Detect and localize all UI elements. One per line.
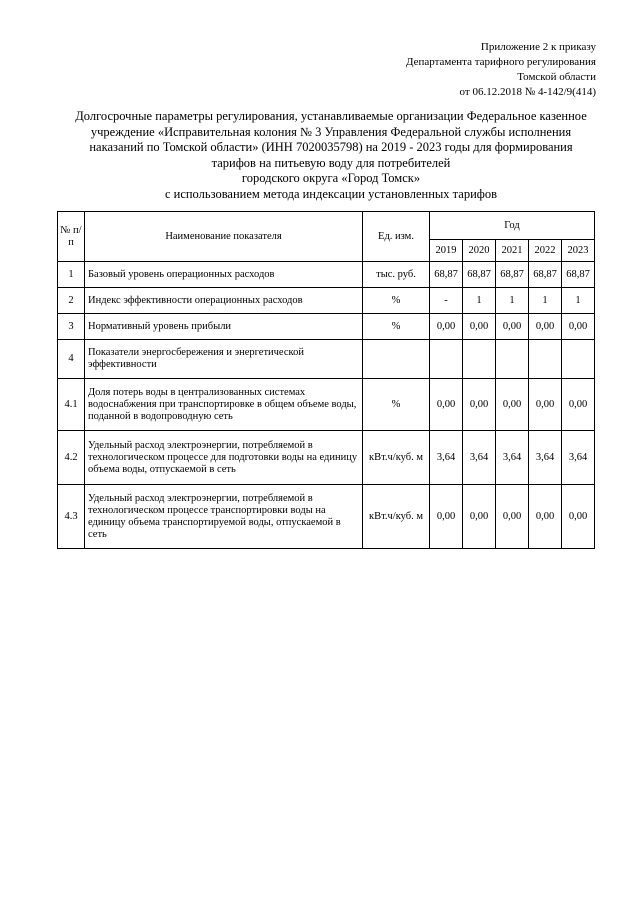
row-value: 0,00 (529, 379, 562, 431)
title-line: Долгосрочные параметры регулирования, устанавливаемые организации Федеральное казенное (75, 109, 587, 123)
row-number: 4.1 (58, 379, 85, 431)
row-value: 68,87 (430, 262, 463, 288)
header-unit: Ед. изм. (363, 212, 430, 262)
row-value: 68,87 (496, 262, 529, 288)
year-header: 2019 (430, 240, 463, 262)
table-row (58, 379, 595, 431)
parameters-table (57, 211, 595, 549)
title-line: с использованием метода индексации установленных тарифов (164, 186, 498, 201)
row-value: 0,00 (529, 314, 562, 340)
row-name: Удельный расход электроэнергии, потребляемой в технологическом процессе для подготовки воды на единицу объема воды, отпускаемой в сеть (85, 431, 363, 485)
row-value: 0,00 (496, 485, 529, 549)
table-row (58, 485, 595, 549)
appendix-line: Приложение 2 к приказу (480, 41, 596, 53)
year-header: 2021 (496, 240, 529, 262)
row-value (562, 340, 595, 379)
year-header: 2023 (562, 240, 595, 262)
row-value: 3,64 (430, 431, 463, 485)
table-row (58, 288, 595, 314)
row-value: 68,87 (463, 262, 496, 288)
row-name: Нормативный уровень прибыли (85, 314, 363, 340)
row-unit: % (363, 288, 430, 314)
row-number: 4.2 (58, 431, 85, 485)
row-unit: кВт.ч/куб. м (363, 431, 430, 485)
row-number: 4.3 (58, 485, 85, 549)
title-line: учреждение «Исправительная колония № 3 Управления Федеральной службы исполнения (90, 124, 572, 139)
row-unit: % (363, 314, 430, 340)
row-value: 0,00 (562, 379, 595, 431)
row-value: 0,00 (562, 485, 595, 549)
row-value: 0,00 (529, 485, 562, 549)
row-value: 68,87 (529, 262, 562, 288)
row-value (463, 340, 496, 379)
row-name: Показатели энергосбережения и энергетической эффективности (85, 340, 363, 379)
row-name: Индекс эффективности операционных расходов (85, 288, 363, 314)
row-value: 3,64 (496, 431, 529, 485)
header-name: Наименование показателя (85, 212, 363, 262)
row-value: 0,00 (430, 314, 463, 340)
table-row (58, 431, 595, 485)
title-line: тарифов на питьевую воду для потребителей (211, 155, 451, 170)
row-name: Доля потерь воды в централизованных системах водоснабжения при транспортировке в общем объеме воды, поданной в водопроводную сеть (85, 379, 363, 431)
row-unit: % (363, 379, 430, 431)
row-value: 68,87 (562, 262, 595, 288)
row-value (430, 340, 463, 379)
row-name: Базовый уровень операционных расходов (85, 262, 363, 288)
row-value: 0,00 (496, 379, 529, 431)
table-row (58, 262, 595, 288)
appendix-header (406, 40, 596, 100)
appendix-line: Томской области (517, 71, 596, 83)
header-year: Год (430, 212, 595, 240)
year-header: 2022 (529, 240, 562, 262)
table-row (58, 314, 595, 340)
row-number: 1 (58, 262, 85, 288)
row-value: 0,00 (463, 485, 496, 549)
table-row (58, 340, 595, 379)
row-value: 1 (529, 288, 562, 314)
row-value: 3,64 (562, 431, 595, 485)
row-number: 2 (58, 288, 85, 314)
row-number: 3 (58, 314, 85, 340)
row-unit: кВт.ч/куб. м (363, 485, 430, 549)
row-value: 1 (463, 288, 496, 314)
row-number: 4 (58, 340, 85, 379)
row-value: 3,64 (529, 431, 562, 485)
appendix-line: от 06.12.2018 № 4-142/9(414) (459, 86, 596, 98)
row-value: 0,00 (562, 314, 595, 340)
row-value: 0,00 (463, 379, 496, 431)
row-value: 3,64 (463, 431, 496, 485)
row-unit: тыс. руб. (363, 262, 430, 288)
row-value: 1 (496, 288, 529, 314)
row-value (529, 340, 562, 379)
title-line: наказаний по Томской области» (ИНН 7020035798) на 2019 - 2023 годы для формирования (89, 140, 573, 154)
row-value: 1 (562, 288, 595, 314)
title-line: городского округа «Город Томск» (241, 171, 421, 185)
row-value: - (430, 288, 463, 314)
row-value: 0,00 (430, 379, 463, 431)
row-value (496, 340, 529, 379)
year-header: 2020 (463, 240, 496, 262)
header-number: № п/п (58, 212, 85, 262)
document-title (56, 109, 606, 202)
row-unit (363, 340, 430, 379)
row-value: 0,00 (430, 485, 463, 549)
appendix-line: Департамента тарифного регулирования (405, 56, 596, 68)
row-value: 0,00 (463, 314, 496, 340)
row-name: Удельный расход электроэнергии, потребляемой в технологическом процессе транспортировки воды на единицу объема транспортируемой воды, отпускаемой в сеть (85, 485, 363, 549)
row-value: 0,00 (496, 314, 529, 340)
